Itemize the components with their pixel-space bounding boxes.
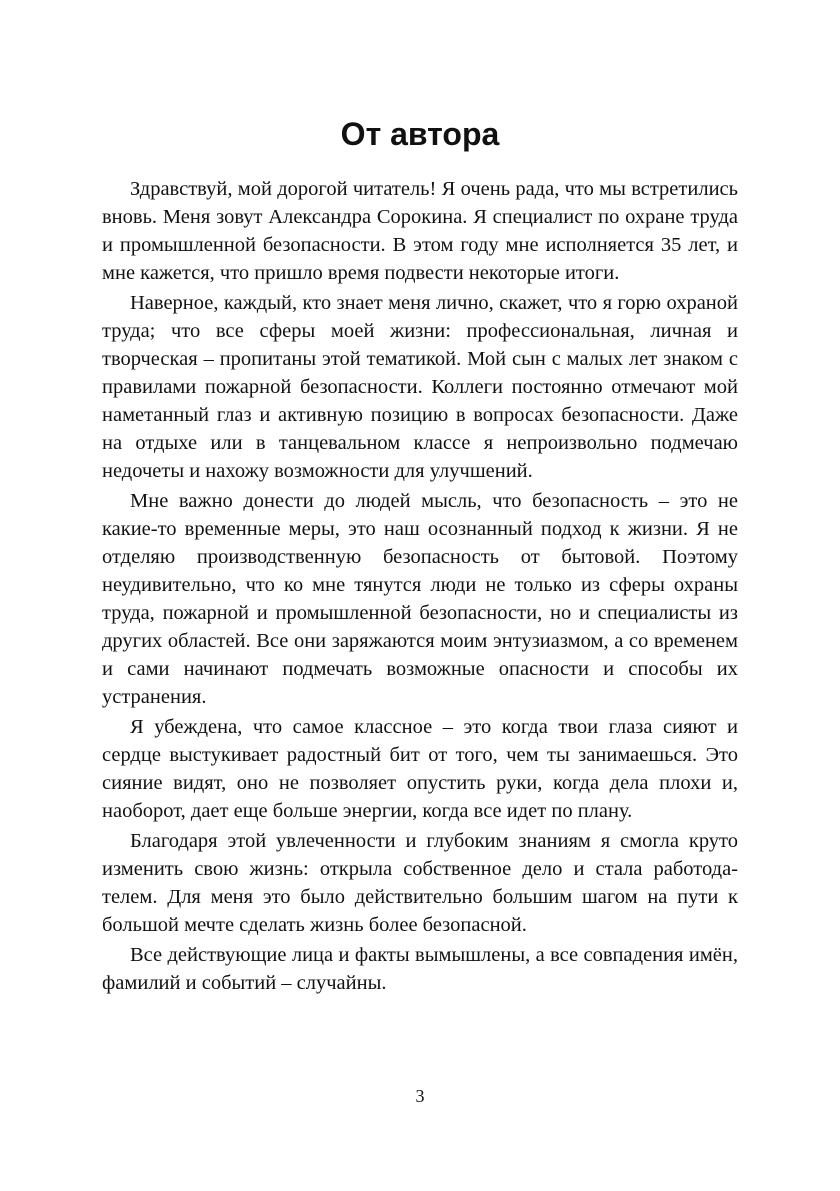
paragraph-2: Наверное, каждый, кто знает меня лично, скажет, что я горю охраной труда; что все сферы моей жизни: профессиональная, личная и творческая – пропитаны этой тематикой. Мой сын с малых лет знаком с правилами пожарной безопасности. Коллеги постоянно отмечают мой наметанный глаз и активную позицию в вопросах безопасности. Даже на отдыхе или в танцевальном классе я непроизвольно подмечаю недочеты и нахожу возможности для улучшений. xyxy=(102,292,738,482)
paragraph-5: Благодаря этой увлеченности и глубоким знаниям я смогла круто изменить свою жизнь: открыла собственное дело и стала работодателем. Для меня это было действительно большим шагом на пути к большой мечте сделать жизнь более безопасной. xyxy=(102,830,738,936)
paragraph-1: Здравствуй, мой дорогой читатель! Я очень рада, что мы встретились вновь. Меня зовут Александра Сорокина. Я специалист по охране труда и промышленной безопасности. В этом году мне исполняется 35 лет, и мне кажется, что пришло время подвести некоторые итоги. xyxy=(102,178,738,284)
page-number: 3 xyxy=(415,1086,425,1106)
chapter-title: От автора xyxy=(340,116,500,152)
paragraph-3: Мне важно донести до людей мысль, что безопасность – это не какие-то временные меры, это наш осознанный подход к жизни. Я не отделяю производственную безопасность от бытовой. Поэтому неудивительно, что ко мне тянутся люди не только из сферы охраны труда, пожарной и промышленной безопасности, но и специалисты из других областей. Все они заряжаются моим энтузиазмом, а со временем и сами начинают подмечать возможные опасности и способы их устранения. xyxy=(102,490,738,708)
paragraph-6: Все действующие лица и факты вымышлены, а все совпадения имён, фамилий и событий – случайны. xyxy=(102,944,738,994)
paragraph-4: Я убеждена, что самое классное – это когда твои глаза сияют и сердце выстукивает радостный бит от того, чем ты занимаешься. Это сияние видят, оно не позволяет опустить руки, когда дела плохи и, наоборот, дает еще больше энергии, когда все идет по плану. xyxy=(102,716,738,822)
chapter-body xyxy=(102,175,738,999)
